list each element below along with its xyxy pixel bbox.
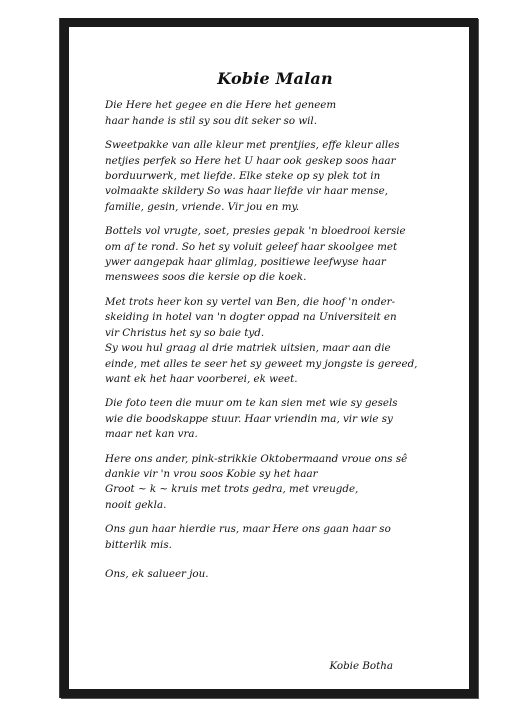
paragraph-5 bbox=[105, 396, 445, 442]
text-line: ywer aangepak haar glimlag, positiewe leefwyse haar bbox=[105, 256, 386, 269]
paragraph-7 bbox=[105, 522, 445, 553]
text-line: maar net kan vra. bbox=[105, 428, 198, 441]
text-line: Ons gun haar hierdie rus, maar Here ons gaan haar so bbox=[105, 523, 391, 536]
text-line: Here ons ander, pink-strikkie Oktobermaand vroue ons sê bbox=[105, 452, 408, 465]
text-line: bitterlik mis. bbox=[105, 538, 172, 551]
text-line: Sy wou hul graag al drie matriek uitsien, maar aan die bbox=[105, 342, 391, 355]
signature: Kobie Botha bbox=[329, 660, 393, 672]
paragraph-2 bbox=[105, 138, 445, 215]
text-line: volmaakte skildery So was haar liefde vir haar mense, bbox=[105, 185, 389, 198]
text-line: om af te rond. So het sy voluit geleef haar skoolgee met bbox=[105, 240, 398, 253]
text-line: borduurwerk, met liefde. Elke steke op sy plek tot in bbox=[105, 170, 381, 183]
text-line: want ek het haar voorberei, ek weet. bbox=[105, 372, 298, 385]
text-line: einde, met alles te seer het sy geweet my jongste is gereed, bbox=[105, 357, 418, 370]
text-line: menswees soos die kersie op die koek. bbox=[105, 271, 307, 284]
page-title: Kobie Malan bbox=[217, 69, 333, 88]
memorial-frame bbox=[60, 18, 478, 698]
text-line: Groot ~ k ~ kruis met trots gedra, met vreugde, bbox=[105, 483, 359, 496]
memorial-text bbox=[105, 69, 445, 672]
text-line: familie, gesin, vriende. Vir jou en my. bbox=[105, 200, 300, 213]
text-line: haar hande is stil sy sou dit seker so wil. bbox=[105, 114, 317, 127]
paragraph-6 bbox=[105, 452, 445, 514]
text-line: Ons, ek salueer jou. bbox=[105, 567, 209, 580]
paragraph-8 bbox=[105, 567, 445, 582]
text-line: Met trots heer kon sy vertel van Ben, die hoof 'n onder- bbox=[105, 295, 396, 308]
text-line: dankie vir 'n vrou soos Kobie sy het haar bbox=[105, 467, 318, 480]
text-line: Sweetpakke van alle kleur met prentjies, effe kleur alles bbox=[105, 139, 400, 152]
text-line: Bottels vol vrugte, soet, presies gepak 'n bloedrooi kersie bbox=[105, 225, 406, 238]
text-line: Die Here het gegee en die Here het geneem bbox=[105, 99, 337, 112]
paragraph-1 bbox=[105, 98, 445, 129]
paragraph-4 bbox=[105, 295, 445, 387]
text-line: wie die boodskappe stuur. Haar vriendin ma, vir wie sy bbox=[105, 412, 393, 425]
text-line: netjies perfek so Here het U haar ook geskep soos haar bbox=[105, 154, 396, 167]
text-line: nooit gekla. bbox=[105, 498, 167, 511]
text-line: vir Christus het sy so baie tyd. bbox=[105, 326, 265, 339]
text-line: skeiding in hotel van 'n dogter oppad na Universiteit en bbox=[105, 311, 397, 324]
text-line: Die foto teen die muur om te kan sien met wie sy gesels bbox=[105, 397, 398, 410]
paragraph-3 bbox=[105, 224, 445, 286]
